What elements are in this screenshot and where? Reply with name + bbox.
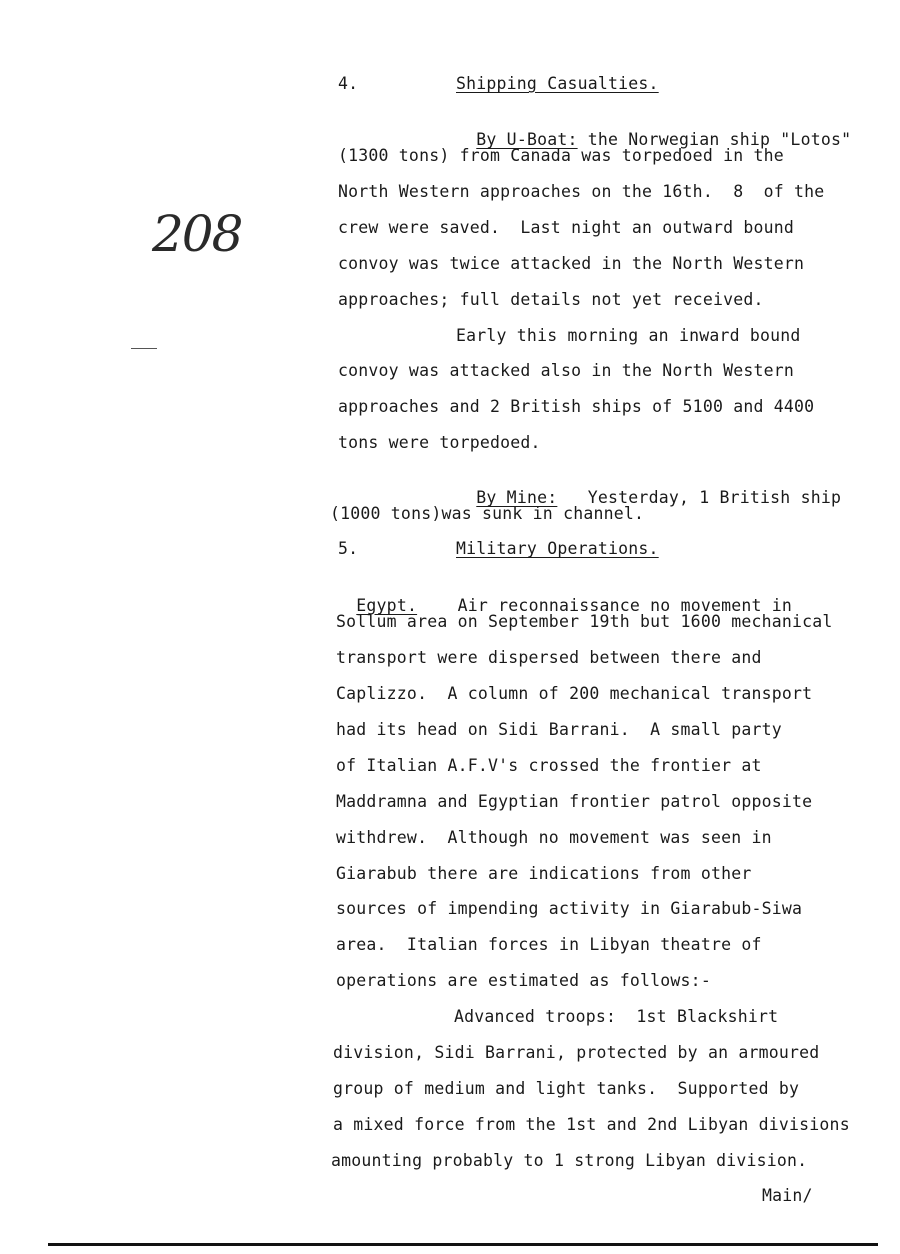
egypt-line-9: Giarabub there are indications from other bbox=[336, 864, 752, 883]
section-4-heading: Shipping Casualties. bbox=[456, 74, 659, 93]
catchword: Main/ bbox=[762, 1186, 813, 1205]
margin-handwritten-note: 208 bbox=[152, 205, 242, 263]
advanced-line-2: division, Sidi Barrani, protected by an armoured bbox=[333, 1043, 820, 1062]
egypt-line-11: area. Italian forces in Libyan theatre of bbox=[336, 935, 762, 954]
para2-line-1: Early this morning an inward bound bbox=[456, 326, 801, 345]
mine-text-1: Yesterday, 1 British ship bbox=[557, 488, 842, 507]
egypt-label: Egypt. bbox=[356, 596, 418, 615]
egypt-text-1: Air reconnaissance no movement in bbox=[417, 596, 793, 615]
advanced-line-5: amounting probably to 1 strong Libyan division. bbox=[331, 1151, 808, 1170]
egypt-line-12: operations are estimated as follows:- bbox=[336, 971, 711, 990]
egypt-line-6: of Italian A.F.V's crossed the frontier at bbox=[336, 756, 762, 775]
section-5-number: 5. bbox=[338, 539, 359, 558]
mine-line-2: (1000 tons)was sunk in channel. bbox=[330, 504, 645, 523]
uboat-line-4: crew were saved. Last night an outward bound bbox=[338, 218, 795, 237]
uboat-line-5: convoy was twice attacked in the North Western bbox=[338, 254, 805, 273]
egypt-line-4: Caplizzo. A column of 200 mechanical transport bbox=[336, 684, 813, 703]
egypt-line-2: Sollum area on September 19th but 1600 mechanical bbox=[336, 612, 833, 631]
margin-dash bbox=[131, 348, 157, 349]
advanced-line-1: Advanced troops: 1st Blackshirt bbox=[454, 1007, 779, 1026]
section-5-heading: Military Operations. bbox=[456, 539, 659, 558]
advanced-line-3: group of medium and light tanks. Supported by bbox=[333, 1079, 800, 1098]
egypt-line-8: withdrew. Although no movement was seen in bbox=[336, 828, 772, 847]
egypt-line-5: had its head on Sidi Barrani. A small party bbox=[336, 720, 782, 739]
mine-line-1 bbox=[456, 468, 841, 508]
para2-line-2: convoy was attacked also in the North Western bbox=[338, 361, 795, 380]
uboat-label: By U-Boat: bbox=[476, 130, 578, 149]
uboat-text-1: the Norwegian ship "Lotos" bbox=[577, 130, 852, 149]
egypt-line-7: Maddramna and Egyptian frontier patrol opposite bbox=[336, 792, 813, 811]
para2-line-4: tons were torpedoed. bbox=[338, 433, 541, 452]
bottom-rule bbox=[48, 1243, 878, 1246]
uboat-line-2: (1300 tons) from Canada was torpedoed in the bbox=[338, 146, 784, 165]
para2-line-3: approaches and 2 British ships of 5100 and 4400 bbox=[338, 397, 815, 416]
mine-label: By Mine: bbox=[476, 488, 558, 507]
section-4-number: 4. bbox=[338, 74, 359, 93]
egypt-line-3: transport were dispersed between there and bbox=[336, 648, 762, 667]
egypt-line-1 bbox=[336, 576, 792, 616]
uboat-line-6: approaches; full details not yet received. bbox=[338, 290, 764, 309]
egypt-line-10: sources of impending activity in Giarabub-Siwa bbox=[336, 899, 803, 918]
advanced-line-4: a mixed force from the 1st and 2nd Libyan divisions bbox=[333, 1115, 850, 1134]
uboat-line-3: North Western approaches on the 16th. 8 of the bbox=[338, 182, 825, 201]
uboat-line-1 bbox=[456, 110, 851, 150]
